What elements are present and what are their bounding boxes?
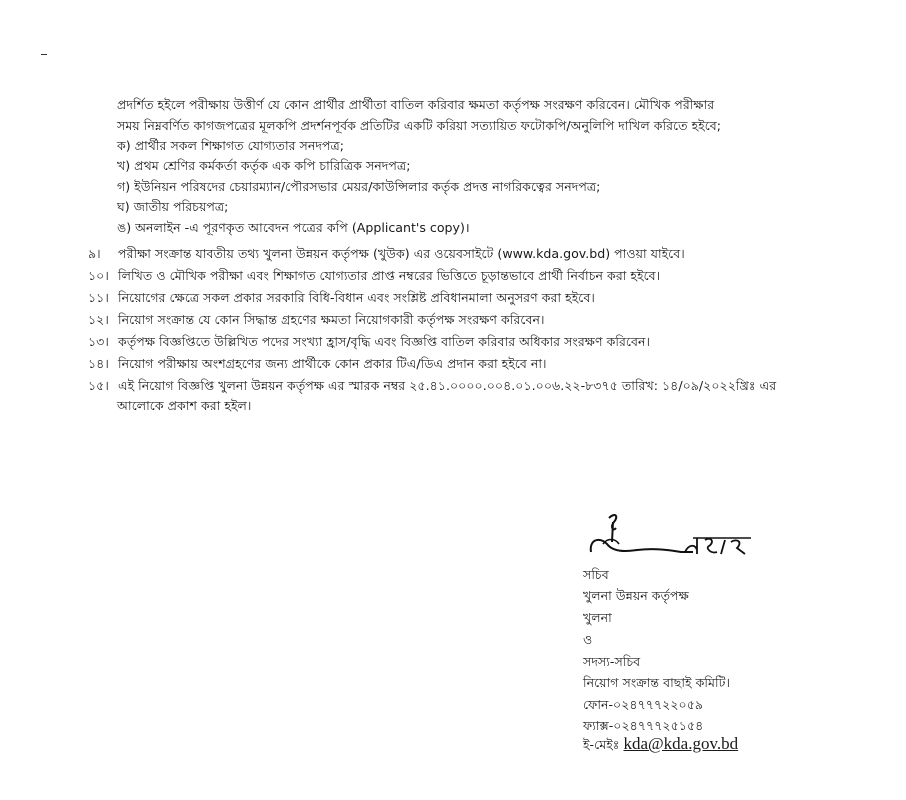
item-number: ১১। bbox=[88, 290, 109, 305]
item-number: ১৩। bbox=[88, 334, 109, 349]
signatory-place: খুলনা bbox=[583, 610, 612, 625]
list-item-11 bbox=[88, 288, 595, 309]
sub-item-kha: খ) প্রথম শ্রেণির কর্মকর্তা কর্তৃক এক কপি চারিত্রিক সনদপত্র; bbox=[117, 158, 411, 173]
margin-mark bbox=[41, 54, 47, 55]
list-item-10 bbox=[88, 266, 660, 287]
list-item-9 bbox=[88, 244, 685, 265]
item-number: ১৪। bbox=[88, 356, 109, 371]
item-text: এই নিয়োগ বিজ্ঞপ্তি খুলনা উন্নয়ন কর্তৃপক্ষ এর স্মারক নম্বর ২৫.৪১.০০০০.০০৪.০১.০০৬.২২-৮৩৭৫ তারিখ: ১৪/০৯/২০২২খ্রিঃ এর bbox=[118, 378, 777, 393]
item-number: ১০। bbox=[88, 268, 109, 283]
intro-line-2: সময় নিম্নবর্ণিত কাগজপত্রের মূলকপি প্রদর্শনপূর্বক প্রতিটির একটি করিয়া সত্যায়িত ফটোকপি/অনুলিপি দাখিল করিতে হইবে; bbox=[117, 117, 722, 133]
item-text: নিয়োগের ক্ষেত্রে সকল প্রকার সরকারি বিধি-বিধান এবং সংশ্লিষ্ট প্রবিধানমালা অনুসরণ করা হইবে। bbox=[118, 290, 595, 305]
signature-image bbox=[585, 508, 775, 570]
email-label: ই-মেইঃ bbox=[583, 737, 620, 752]
email-link[interactable]: kda@kda.gov.bd bbox=[623, 734, 739, 753]
intro-line-1: প্রদর্শিত হইলে পরীক্ষায় উত্তীর্ণ যে কোন প্রার্থীর প্রার্থীতা বাতিল করিবার ক্ষমতা কর্তৃপক্ষ সংরক্ষণ করিবেন। মৌখিক পরীক্ষার bbox=[117, 97, 715, 112]
signatory-organization: খুলনা উন্নয়ন কর্তৃপক্ষ bbox=[583, 588, 689, 603]
signatory-title: সচিব bbox=[583, 567, 609, 582]
list-item-12 bbox=[88, 310, 544, 331]
item-text: লিখিত ও মৌখিক পরীক্ষা এবং শিক্ষাগত যোগ্যতার প্রাপ্ত নম্বরের ভিত্তিতে চূড়ান্তভাবে প্রার্থী নির্বাচন করা হইবে। bbox=[118, 268, 661, 283]
item-text: কর্তৃপক্ষ বিজ্ঞপ্তিতে উল্লিখিত পদের সংখ্যা হ্রাস/বৃদ্ধি এবং বিজ্ঞপ্তি বাতিল করিবার অধিকার সংরক্ষণ করিবেন। bbox=[118, 334, 651, 349]
fax-number: ফ্যাক্স-০২৪৭৭৭২৫১৫৪ bbox=[583, 718, 704, 733]
list-item-15-continuation: আলোকে প্রকাশ করা হইল। bbox=[117, 398, 252, 413]
item-text: নিয়োগ পরীক্ষায় অংশগ্রহণের জন্য প্রার্থীকে কোন প্রকার টিএ/ডিএ প্রদান করা হইবে না। bbox=[118, 356, 547, 371]
item-number: ১২। bbox=[88, 312, 109, 327]
list-item-13 bbox=[88, 332, 650, 353]
list-item-15 bbox=[88, 376, 776, 397]
item-number: ৯। bbox=[88, 246, 101, 261]
list-item-14 bbox=[88, 354, 547, 375]
intro-paragraph bbox=[117, 95, 852, 136]
committee-name: নিয়োগ সংক্রান্ত বাছাই কমিটি। bbox=[583, 675, 730, 690]
item-text: পরীক্ষা সংক্রান্ত যাবতীয় তথ্য খুলনা উন্নয়ন কর্তৃপক্ষ (খুউক) এর ওয়েবসাইটে (www.kda.gov.bd) পাওয়া যাইবে। bbox=[118, 246, 685, 261]
member-secretary-title: সদস্য-সচিব bbox=[583, 654, 641, 669]
sub-item-ga: গ) ইউনিয়ন পরিষদের চেয়ারম্যান/পৌরসভার মেয়র/কাউন্সিলার কর্তৃক প্রদত্ত নাগরিকত্বের সনদপত্র; bbox=[117, 179, 601, 194]
item-text: নিয়োগ সংক্রান্ত যে কোন সিদ্ধান্ত গ্রহণের ক্ষমতা নিয়োগকারী কর্তৃপক্ষ সংরক্ষণ করিবেন। bbox=[118, 312, 545, 327]
item-number: ১৫। bbox=[88, 378, 109, 393]
sub-item-ka: ক) প্রার্থীর সকল শিক্ষাগত যোগ্যতার সনদপত্র; bbox=[117, 138, 345, 153]
email-line bbox=[583, 734, 738, 755]
sub-item-unga: ঙ) অনলাইন -এ পূরণকৃত আবেদন পত্রের কপি (Applicant's copy)। bbox=[117, 220, 470, 235]
conjunction: ও bbox=[583, 632, 593, 647]
sub-item-gha: ঘ) জাতীয় পরিচয়পত্র; bbox=[117, 199, 229, 214]
phone-number: ফোন-০২৪৭৭৭২২০৫৯ bbox=[583, 697, 704, 712]
